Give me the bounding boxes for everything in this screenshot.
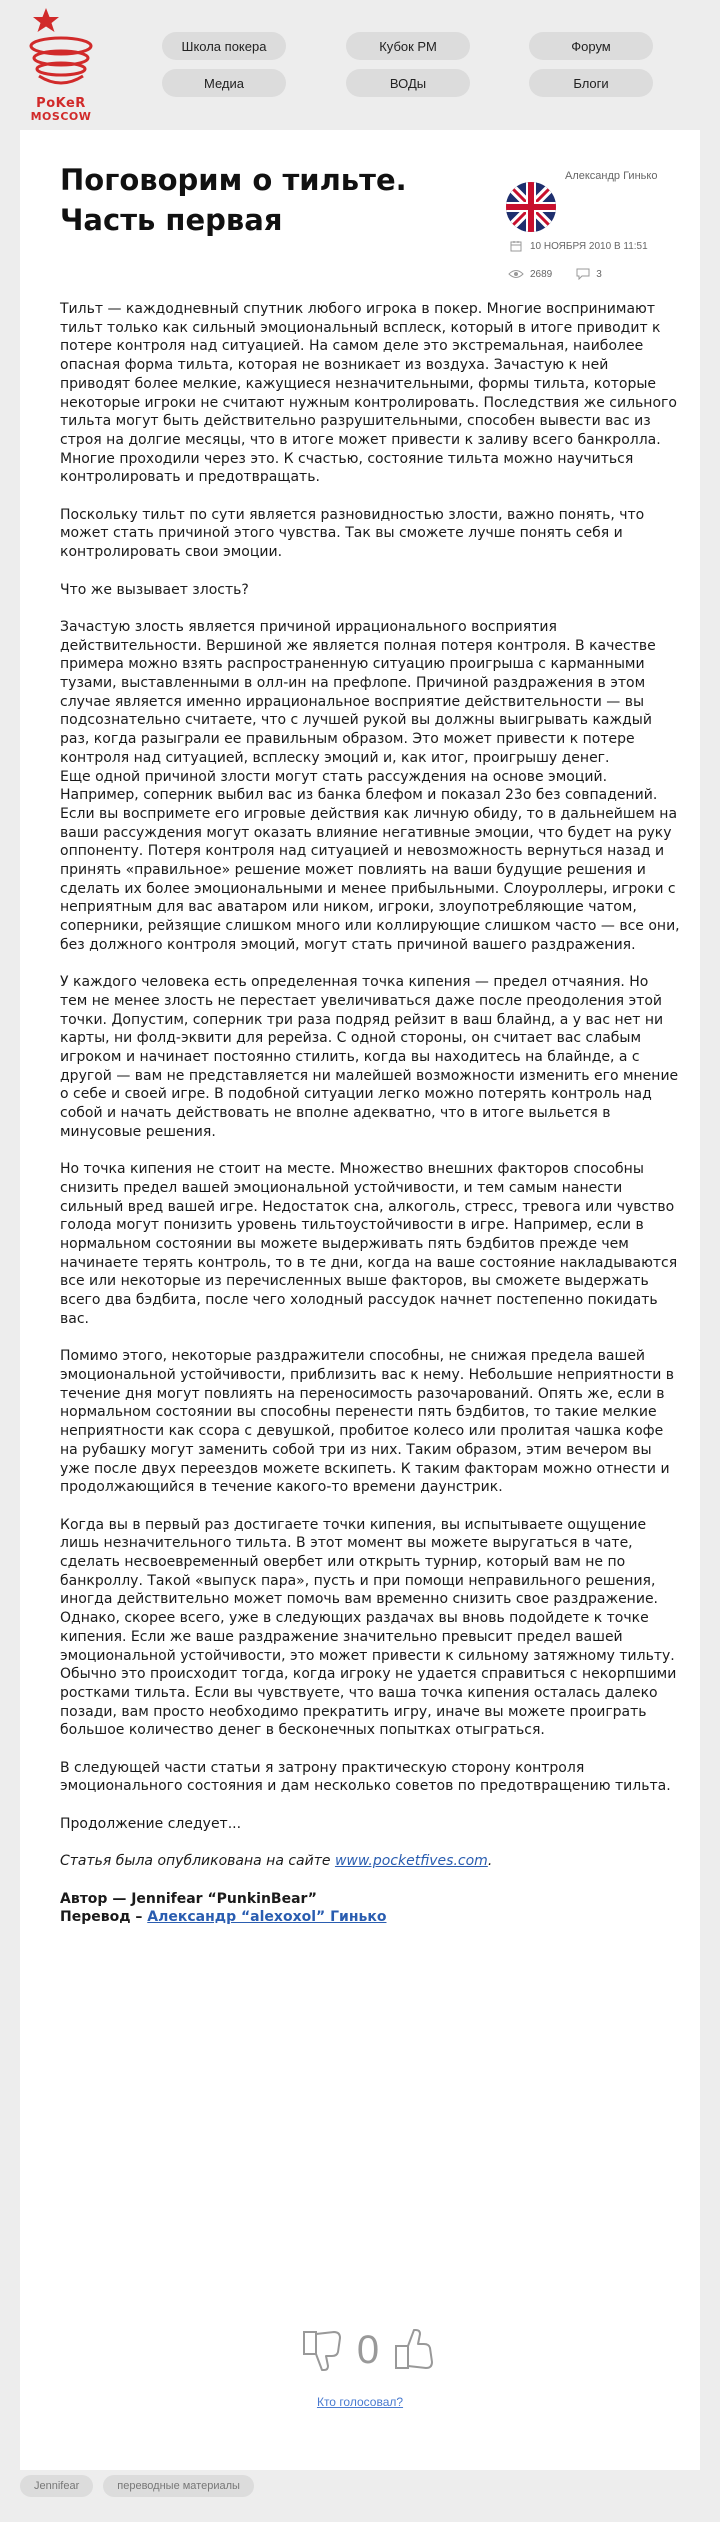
nav-forum[interactable]: Форум — [529, 32, 653, 60]
article-date — [510, 240, 648, 252]
author-avatar[interactable] — [506, 182, 556, 232]
vote-widget — [298, 2320, 438, 2380]
translator-link[interactable]: Александр “alexoxol” Гинько — [147, 1909, 387, 1926]
translation-credit — [60, 1908, 680, 1927]
author-credit: Автор — Jennifear “PunkinBear” — [60, 1890, 317, 1907]
site-logo[interactable] — [20, 6, 102, 124]
vote-count: 0 — [356, 2327, 380, 2372]
source-note — [60, 1852, 680, 1871]
logo-star-hat-icon — [20, 6, 102, 96]
paragraph: В следующей части статьи я затрону практическую сторону контроля эмоционального состояния и дам несколько советов по предотвращению тильта. — [60, 1759, 671, 1795]
calendar-icon — [510, 240, 522, 252]
uk-flag-icon — [506, 182, 556, 232]
source-prefix: Статья была опубликована на сайте — [60, 1853, 335, 1870]
who-voted-link[interactable]: Кто голосовал? — [316, 2395, 404, 2409]
views-count: 2689 — [530, 268, 553, 280]
paragraph: Но точка кипения не стоит на месте. Множество внешних факторов способны снизить предел вашей эмоциональной устойчивости, и тем самым нанести сильный вред вашей игре. Недостаток сна, алкоголь, стресс, тревога или чувство голода могут понизить уровень тильтоустойчивости в игре. Например, если в нормальном состоянии вы можете выдерживать пять бэдбитов прежде чем начинаете терять контроль, то в те дни, когда на ваше состояние накладываются все или некоторые из перечисленных выше факторов, вы сможете выдержать всего два бэдбита, после чего холодный рассудок начнет постепенно покидать вас. — [60, 1161, 678, 1327]
nav-poker-school[interactable]: Школа покера — [162, 32, 286, 60]
logo-text-poker: PoKeR — [36, 96, 86, 111]
paragraph: Тильт — каждодневный спутник любого игрока в покер. Многие воспринимают тильт только как сильный эмоциональный всплеск, который в итоге приводит к потере контроля над ситуацией. На самом деле это экстремальная, наиболее опасная форма тильта, которая не возникает из воздуха. Зачастую к ней приводят более мелкие, кажущиеся незначительными, формы тильта, которые некоторые игроки не считают нужным контролировать. Последствия же сильного тильта могут быть действительно разрушительными, способен вывести вас из строя на долгие месяцы, что в итоге может привести к заливу всего банкролла. Многие проходили через это. К счастью, состояние тильта можно научиться контролировать и предотвращать. — [60, 301, 677, 486]
paragraph: У каждого человека есть определенная точка кипения — предел отчаяния. Но тем не менее злость не перестает увеличиваться даже после преодоления этой точки. Допустим, соперник три раза подряд рейзит в ваш блайнд, а у вас нет ни карты, ни фолд-эквити для ререйза. С одной стороны, он считает вас слабым игроком и начинает постоянно стилить, когда вы находитесь на блайнде, а с другой — вам не представляется ни малейшей возможности изменить его мнение о себе и своей игре. В подобной ситуации легко можно потерять контроль над собой и начать действовать не вполне адекватно, что в итоге выльется в минусовые решения. — [60, 974, 679, 1140]
source-suffix: . — [487, 1853, 493, 1870]
eye-icon — [508, 269, 524, 279]
paragraph: Помимо этого, некоторые раздражители способны, не снижая предела вашей эмоциональной устойчивости, приблизить вас к нему. Небольшие неприятности в течение дня могут повлиять на переносимость разочарований. Опять же, если в нормальном состоянии вы способны перенести пять бэдбитов, то такие мелкие неприятности как ссора с девушкой, пробитое колесо или пролитая чашка кофе на рубашку могут заменить собой три из них. Таким образом, этим вечером вы уже после двух переездов можете вскипеть. К таким факторам можно отнести и продолжающийся в течение какого-то времени даунстрик. — [60, 1348, 675, 1496]
site-header — [0, 0, 720, 130]
nav-vods[interactable]: ВОДы — [346, 69, 470, 97]
date-text: 10 НОЯБРЯ 2010 В 11:51 — [530, 240, 648, 252]
logo-text-moscow: MOSCOW — [30, 110, 92, 123]
tags-list — [20, 2475, 254, 2497]
paragraph: Еще одной причиной злости могут стать рассуждения на основе эмоций. Например, соперник выбил вас из банка блефом и показал 23о без совпадений. Если вы воспримете его игровые действия как личную обиду, то в дальнейшем на ваши рассуждения могут оказать влияние негативные эмоции, что будет на руку оппоненту. Потеря контроля над ситуацией и невозможность вернуться назад и принять «правильное» решение может повлиять на ваши будущие решения и сделать их более эмоциональными и менее прибыльными. Слоуроллеры, игроки с неприятным для вас аватаром или ником, игроки, злоупотребляющие чатом, соперники, рейзящие слишком много или коллирующие слишком часто — все они, без должного контроля эмоций, могут стать причиной вашего раздражения. — [60, 768, 680, 953]
translation-prefix: Перевод – — [60, 1909, 148, 1926]
tag-item[interactable]: Jennifear — [20, 2475, 93, 2497]
comments-count[interactable]: 3 — [596, 268, 602, 280]
source-link[interactable]: www.pocketfives.com — [334, 1853, 488, 1870]
paragraph: Зачастую злость является причиной иррационального восприятия действительности. Вершиной же является полная потеря контроля. В качестве примера можно взять распространенную ситуацию проигрыша с карманными тузами, выставленными в олл-ин на префлопе. Причиной раздражения в этом случае является именно иррациональное восприятие действительности — вы подсознательно считаете, что с лучшей рукой вы должны выигрывать каждый раз, когда разыграли ее правильным образом. Это может привести к потере контроля над ситуацией, всплеску эмоций и, как итог, проигрышу денег. — [60, 618, 656, 766]
nav-rm-cup[interactable]: Кубок РМ — [346, 32, 470, 60]
paragraph: Поскольку тильт по сути является разновидностью злости, важно понять, что может стать причиной этого чувства. Так вы сможете лучше понять себя и контролировать свои эмоции. — [60, 506, 645, 561]
author-name[interactable]: Александр Гинько — [565, 170, 658, 182]
comment-icon[interactable] — [576, 268, 590, 280]
article-title: Поговорим о тильте. Часть первая — [60, 163, 407, 237]
who-voted — [20, 2395, 700, 2409]
article-card — [20, 130, 700, 2470]
article-stats — [508, 268, 602, 280]
nav-media[interactable]: Медиа — [162, 69, 286, 97]
thumbs-down-icon[interactable] — [298, 2326, 346, 2374]
nav-blogs[interactable]: Блоги — [529, 69, 653, 97]
paragraph: Когда вы в первый раз достигаете точки кипения, вы испытываете ощущение лишь незначительного тильта. В этот момент вы можете выругаться в чате, сделать несвоевременный овербет или открыть турнир, который вам не по банкроллу. Такой «выпуск пара», пусть и при помощи неправильного решения, иногда действительно может помочь вам временно снизить свое раздражение. Однако, скорее всего, уже в следующих раздачах вы вновь подойдете к точке кипения. Если же ваше раздражение значительно превысит предел вашей эмоциональной устойчивости, это может привести к сильному затяжному тильту. Обычно это происходит тогда, когда игроку не удается справиться с некорпшими ростками тильта. Если вы чувствуете, что ваша точка кипения осталась далеко позади, вам просто необходимо прекратить игру, иначе вы можете проиграть большое количество денег в бесконечных попытках отыграться. — [60, 1516, 677, 1739]
thumbs-up-icon[interactable] — [390, 2326, 438, 2374]
tag-item[interactable]: переводные материалы — [103, 2475, 254, 2497]
paragraph: Что же вызывает злость? — [60, 581, 249, 598]
paragraph: Продолжение следует... — [60, 1815, 242, 1832]
article-body — [60, 300, 680, 1946]
